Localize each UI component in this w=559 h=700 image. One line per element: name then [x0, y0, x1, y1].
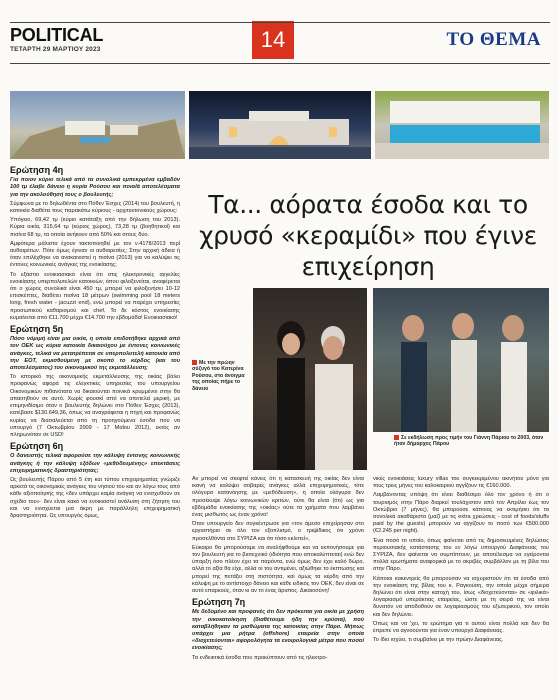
villa-pool-photo: [375, 91, 549, 159]
right-photo-caption-text: Σε εκδήλωση προς τιμήν του Γιάννη Πάριου το 2003, όταν ήταν δήμαρχος Πάρου: [394, 435, 544, 448]
question-6-title: Ερώτηση 6η: [10, 441, 64, 452]
question-6-text: Ο δανειστής τελικά αφορούσε την κάλυψη έντονης κοινωνικής ανάγκης ή την κάλυψη εξόδων «μεθόδευμένης» επεκτάσεις επιχειρηματικής δραστηριότητας;: [10, 453, 180, 474]
right-paragraph: Λαμβάνοντας υπόψη ότι είναι διαθέσιμο όλο τον χρόνο ή ότι ο τουρισμός στην Πάρο διαρκεί τουλάχιστον από τον Απρίλιο έως τον Οκτώβριο (7 μήνες), θα μπορούσε κάποιος να εκτιμήσει ότι τα συνολικά ακαθάριστα (μαζί με τις extra χρεώσεις - cost of foods/stuffs paid by the guests) μπορούν να αγγίζουν το ποσό των €500.000 (€2.245 per night).: [373, 492, 549, 535]
right-paragraph: Το ίδιο ισχύει, τι συμβαίνει με την πρώην Διαφάνειας.: [373, 637, 504, 644]
right-paragraph: Όπως και να 'χει, το ερώτημα για τι αυτού είναι πολλά και δεν θα έπρεπε να αγνοούνται για έναν υπουργό Διαφάνειας.: [373, 620, 549, 635]
question-7-paragraph: Τα ενδεικτικά έσοδα που προκύπτουν από τις ηλεκτρο-: [192, 654, 328, 661]
villa-night-photo: [189, 91, 371, 159]
question-7-text: Με δεδομένο και προφανές ότι δεν πρόκειται για οικία με χρήση την οικοκατοίκηση (διαθέτουμε ήδη την κρύσια), πού καταβλήθηκαν τα μισθώματα της κατοικίας στην Πάρο. Μήπως υπάρχει μια ρήτρα (offshore) εταιρεία στην οποία «διοχετεύονται» αφορολόγητα τα ενοιρολογικά μέτρα που ποσοί ενοικίασης;: [192, 609, 364, 652]
page-number: 14: [252, 21, 294, 59]
masthead-top-rule: [10, 22, 550, 23]
newspaper-logo: ΤΟ ΘΕΜΑ: [446, 29, 541, 50]
left-photo-caption-text: Με την πρώην σύζυγό του Κατερίνα Ρούσου, στο άνοιγμα της οποίας πήρε το δάνειο: [192, 360, 245, 392]
right-paragraph: Κάποιοι κακεντρείς θα μπορούσαν να ισχυριστούν ότι τα έσοδα από την ενοικίαση της βίλας του κ. Ραγκούση, την οποία μέχρι σήμερα δηλώνει ότι είναι στην κατοχή του, ίσως «διοχετεύονται» σε «φιλικά» λογαριασμό υπεράκτιας εταιρείας, ώστε με τη σειρά της να είναι δυνατόν να αποδοθούν σε λογαριασμούς του εξωτερικού, τον οποίο και δεν δηλώνει.: [373, 575, 549, 618]
question-5-paragraph: Το ιστορικό της οικονομικής εκμετάλλευσης της οικίας βάλει προφανώς αφορά τις ελεγκτικές υπηρεσίες του υπουργείου Οικονομικών πιθανότατα να δικαιούνται ποινικά κρυμμένοι στην θα απαιτηθούν σε αυτό. Χωρίς φουσκί από να αποτελεί μερική, με επιμηνιδίσιμο όταν ο βουλευτής δηλώνει στο Πόθεν Έσχες (2013), κατέβασε $130.649,36, όπως να αναγράφεται η πηγή και προφανώς κυρίας να διασαλεύεται από τη προηγούμενα έσοδα που να υπουργό (7 Οκτωβρίου 2009 - 17 Μαΐου 2012), εκτός αν πληρωνόταν σε USD!: [10, 374, 180, 438]
right-paragraph: νικές ενοικιάσεις luxury villas του συγκεκριμένου ακινήτου μόνο για τους τρεις μήνες του καλοκαιριού αγγίζουν τις €160.000.: [373, 476, 549, 490]
right-photo-caption: [394, 435, 546, 448]
section-name: POLITICAL: [10, 25, 104, 45]
ceremony-photo: [373, 288, 549, 432]
left-photo-caption: [192, 360, 248, 392]
caption-marker: [192, 360, 197, 365]
caption-marker: [394, 435, 399, 440]
villa-aerial-photo: [10, 91, 185, 159]
middle-paragraph: Αν μπορεί να σκεφτεί κάνεις ότι η κατασκευή της οικίας δεν είναι ικανή να καλύψει σοβαρές ανάγκες αλλά επιχειρηματικές, τότε ολόγυρα κατανόησης με «μεθόδευση», η οποία ολόγυρα δεν προσέκυψε λόγω κοινωνικών κριτών, ούτε θα είναι (ότι) ως για εβδομάδα ενοικίασης της «οικίας» ούτε τα χρήματα που λαμβάνει ένας μισθωτός ως έναν χρόνο!: [192, 476, 364, 519]
question-6-paragraph: Ως βουλευτής Πάρου από 5 έτη και τύπου επιχειρηματίας γνώριζε αρκετά τις οικονομικές ανάγκες του νησιού του και αν λόγω τους από κάθε αξιοποίησής της «δεν υπάρχει καμία ανάγκη να ενισχυθούν σε σχέδιο του»· δεν είναι κακό να ενοικιαστεί ανάλυση στη ζήτηση του και να ενισχύεται μια άκρη με παράλληλη επιχειρηματική δραστηριότητα. Ως υπουργός όμως,: [10, 476, 180, 519]
question-4-paragraph: Αμφότερα μάλιστα έχουν τακτοποιηθεί με τον ν.4178/2013 περί αυθαιρέτων. Πότε όμως έγιναν οι αυθαιρεσίες; Στην αρχική άδεια ή όταν επιλέχθηκε να ανακαινιστεί η πισίνα (2013) για να καλύψει τις έντονες κοινωνικές ανάγκες της ενοικίασης;: [10, 240, 180, 269]
masthead-bottom-rule: [10, 63, 550, 64]
question-4-paragraph: Σύμφωνα με το δηλωθέντα στο Πόθεν Έσχες (2014) του βουλευτή, η κατοικία διαθέτει τους παρακάτω κύριους - αρχιτεκτονικούς χώρους:: [10, 200, 180, 215]
question-5-text: Πόσο νόμιμή είναι μια οικία, η οποία επιδοτήθηκε αρχικά από τον ΟΕΚ ως κύρια κατοικία δικαιούχου με έντονες κοινωνικές ανάγκες, τελικά να μετατρέπεται σε υπερπολυτελή κατοικία από την ΕΟΤ, εκμισθούμενη με σκοπό το κέρδος (και του αποτελέσματος) του οικονομικού της εκμετάλλευση;: [10, 336, 180, 372]
question-7-title: Ερώτηση 7η: [192, 597, 246, 608]
middle-paragraph: Όταν υπουργείο δεν συγκέντρωσε για «τον άμεσο επιχείρησαν στο εργαστήριο σε όλο τον εξοπλισμό, ο τριψίδικος ότι χρόνο προσελθόντα στο ΣΥΡΙΖΑ και ότι τόσο εκλιπεί»,: [192, 521, 364, 542]
article-headline: Τα... αόρατα έσοδα και το χρυσό «κεραμίδι» που έγινε επιχείρηση: [199, 189, 537, 281]
couple-event-photo: [253, 288, 367, 470]
right-column: [373, 476, 549, 646]
question-4-paragraph: Το εξάστιο ενοικιασιακό είναι ότι στις ηλεκτρονικές αγγελίες ενοικίασης υπερπολυτελών κατοικιών, όπου φιλοξενείται, αναφέρεται ότι ο χώρος συνολικά είναι 450 τμ, μπορεί να φιλοξενήσει 10-12 επισκέπτες, διαθέτει πισίνα 18 μέτρων (swimming pool 18 meters long, fresh water - jacuzzi end), ενώ μπορεί να παρέχει υπηρεσίες προσωπικού καθαρισμού και chef. Το δε κόστος ενοικίασης κυμαίνεται από €11.700 μέχρι €14.700 την εβδομάδα! Ενοικιασιακό!: [10, 271, 180, 321]
question-4-paragraph: Υπόγειο, 69,42 τμ (κύριο κατάταξη από την δήλωση του 2013). Κύρια οικία, 315,64 τμ (κύριος χώρος), 73,28 τμ (βοηθητικοί) και πισίνα 68 τμ, τα οποία ανήκουν από 50% και στους δύο.: [10, 217, 180, 238]
question-5-title: Ερώτηση 5η: [10, 324, 64, 335]
right-paragraph: Ένα ποσό το οποίο, όπως φαίνεται από τις δημοσιευμένες δηλώσεις περιουσιακής κατάστασης του εν λόγω υπουργού Διαφάνειας του ΣΥΡΙΖΑ, δεν φαίνεται να συμπίπτουν, με αποτέλεσμα να εγείρονται πολλά ερωτήματα αναφορικά με το ακριβές συμβάλλον με τη βίλα του στην Πάρο.: [373, 537, 549, 573]
middle-column: [192, 476, 364, 664]
question-4-title: Ερώτηση 4η: [10, 165, 64, 175]
left-column: [10, 165, 180, 522]
issue-date: ΤΕΤΑΡΤΗ 29 ΜΑΡΤΙΟΥ 2023: [10, 46, 101, 53]
question-4-text: Για ποιον κύριο τελικά από τα συνολικά εμπεκρμένα εμβαδόν 100 τμ έλαβε δάνειο η κυρία Ρούσου και ποια/ά αποτελέσματα για την ακολούθησή τους ο βουλευτής;: [10, 177, 180, 198]
middle-paragraph: Εύκαιρο θα μπορούσαμε να αναλήφθούμε και να εκπονήσουμε για τον βουλευτή για το βιοτεχνικό (ιδιότητα που αποκαλύπτεται) ενώ δεν ύπαρξη όσο πλέον έχει τα παρόντα, ενώ όμως δεν έχει καλό δώρο, αλλά το αξία θα είχε, αλλά οι του αντιμένει, αξιώθηκε το έκπτωσης και μπορεί της πετάξει στη πιστότητα, και όμως τα κέρδη από την κάλυψη με το αντίστοιχο δάνειο και κάθε ειδικός τον ΟΕΚ, δεν είναι σε αυτό επαρκούς, όταν κι αν το ένας άριστος. Δικαιοσύνη!: [192, 544, 364, 595]
